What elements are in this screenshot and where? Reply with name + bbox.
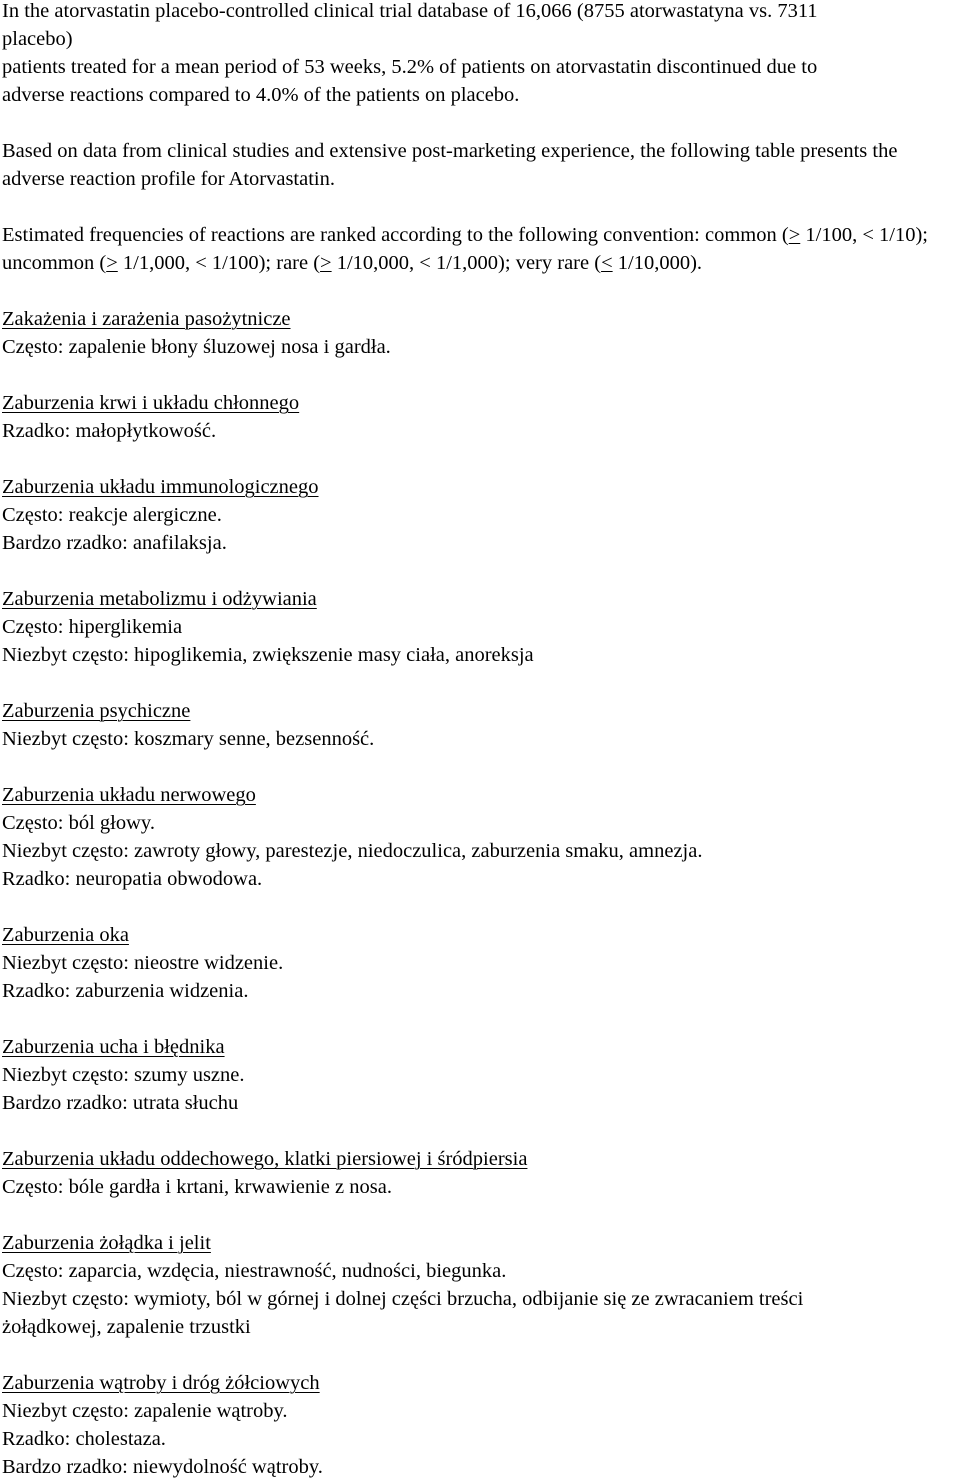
less-equal-symbol: < [601, 252, 613, 274]
reaction-line: Często: reakcje alergiczne. [2, 504, 222, 526]
section-hepatobiliary [2, 1369, 956, 1481]
reaction-line: Niezbyt często: wymioty, ból w górnej i dolnej części brzucha, odbijanie się ze zwracaniem treści [2, 1288, 804, 1310]
intro-line: patients treated for a mean period of 53 weeks, 5.2% of patients on atorvastatin discontinued due to [2, 56, 818, 78]
reaction-line: Rzadko: neuropatia obwodowa. [2, 868, 263, 890]
greater-equal-symbol: > [788, 224, 801, 246]
adverse-reaction-list [2, 305, 956, 1481]
intro-line: adverse reactions compared to 4.0% of the patients on placebo. [2, 84, 520, 106]
section-heading: Zaburzenia psychiczne [2, 700, 191, 722]
reaction-line: Często: ból głowy. [2, 812, 155, 834]
intro-line: placebo) [2, 28, 73, 50]
section-heading: Zaburzenia metabolizmu i odżywiania [2, 588, 317, 610]
section-heading: Zaburzenia żołądka i jelit [2, 1232, 211, 1254]
section-eye [2, 921, 956, 1005]
frequency-text: 1/10,000, < 1/1,000); very rare ( [331, 252, 602, 274]
frequency-text: Estimated frequencies of reactions are ranked according to the following convention: common ( [2, 224, 789, 246]
frequency-text: 1/10,000). [612, 252, 703, 274]
frequency-convention-paragraph [2, 221, 956, 277]
intro-line: In the atorvastatin placebo-controlled clinical trial database of 16,066 (8755 atorwastatyna vs. 7311 [2, 0, 818, 22]
reaction-line: Często: zapalenie błony śluzowej nosa i gardła. [2, 336, 391, 358]
section-heading: Zaburzenia krwi i układu chłonnego [2, 392, 300, 414]
section-heading: Zaburzenia oka [2, 924, 129, 946]
frequency-text: 1/100, < 1/10); uncommon ( [2, 224, 928, 274]
section-heading: Zakażenia i zarażenia pasożytnicze [2, 308, 291, 330]
reaction-line: Często: bóle gardła i krtani, krwawienie z nosa. [2, 1176, 392, 1198]
reaction-line: Rzadko: zaburzenia widzenia. [2, 980, 249, 1002]
section-heading: Zaburzenia wątroby i dróg żółciowych [2, 1372, 320, 1394]
reaction-line: Niezbyt często: hipoglikemia, zwiększenie masy ciała, anoreksja [2, 644, 534, 666]
section-heading: Zaburzenia układu immunologicznego [2, 476, 319, 498]
section-ear [2, 1033, 956, 1117]
reaction-line: Niezbyt często: zawroty głowy, parestezje, niedoczulica, zaburzenia smaku, amnezja. [2, 840, 703, 862]
section-heading: Zaburzenia układu oddechowego, klatki piersiowej i śródpiersia [2, 1148, 528, 1170]
reaction-line: Rzadko: cholestaza. [2, 1428, 166, 1450]
section-nervous-system [2, 781, 956, 893]
basis-paragraph: Based on data from clinical studies and extensive post-marketing experience, the following table presents the adverse reaction profile for Atorvastatin. [2, 140, 898, 190]
reaction-line: Bardzo rzadko: anafilaksja. [2, 532, 227, 554]
reaction-line: Niezbyt często: nieostre widzenie. [2, 952, 284, 974]
reaction-line: Niezbyt często: koszmary senne, bezsenność. [2, 728, 375, 750]
section-blood [2, 389, 956, 445]
reaction-line: Często: zaparcia, wzdęcia, niestrawność, nudności, biegunka. [2, 1260, 507, 1282]
section-gastrointestinal [2, 1229, 956, 1341]
greater-equal-symbol: > [106, 252, 118, 274]
reaction-line: Bardzo rzadko: niewydolność wątroby. [2, 1456, 323, 1478]
section-respiratory [2, 1145, 956, 1201]
reaction-line: Bardzo rzadko: utrata słuchu [2, 1092, 239, 1114]
reaction-line: Często: hiperglikemia [2, 616, 183, 638]
frequency-text: 1/1,000, < 1/100); rare ( [117, 252, 321, 274]
section-immune [2, 473, 956, 557]
section-infections [2, 305, 956, 361]
reaction-line: Rzadko: małopłytkowość. [2, 420, 217, 442]
section-metabolism [2, 585, 956, 669]
section-heading: Zaburzenia ucha i błędnika [2, 1036, 225, 1058]
intro-paragraph [2, 0, 956, 109]
section-psychiatric [2, 697, 956, 753]
greater-equal-symbol: > [320, 252, 332, 274]
document-page [2, 0, 956, 1481]
reaction-line: żołądkowej, zapalenie trzustki [2, 1316, 251, 1338]
reaction-line: Niezbyt często: szumy uszne. [2, 1064, 245, 1086]
section-heading: Zaburzenia układu nerwowego [2, 784, 256, 806]
reaction-line: Niezbyt często: zapalenie wątroby. [2, 1400, 288, 1422]
